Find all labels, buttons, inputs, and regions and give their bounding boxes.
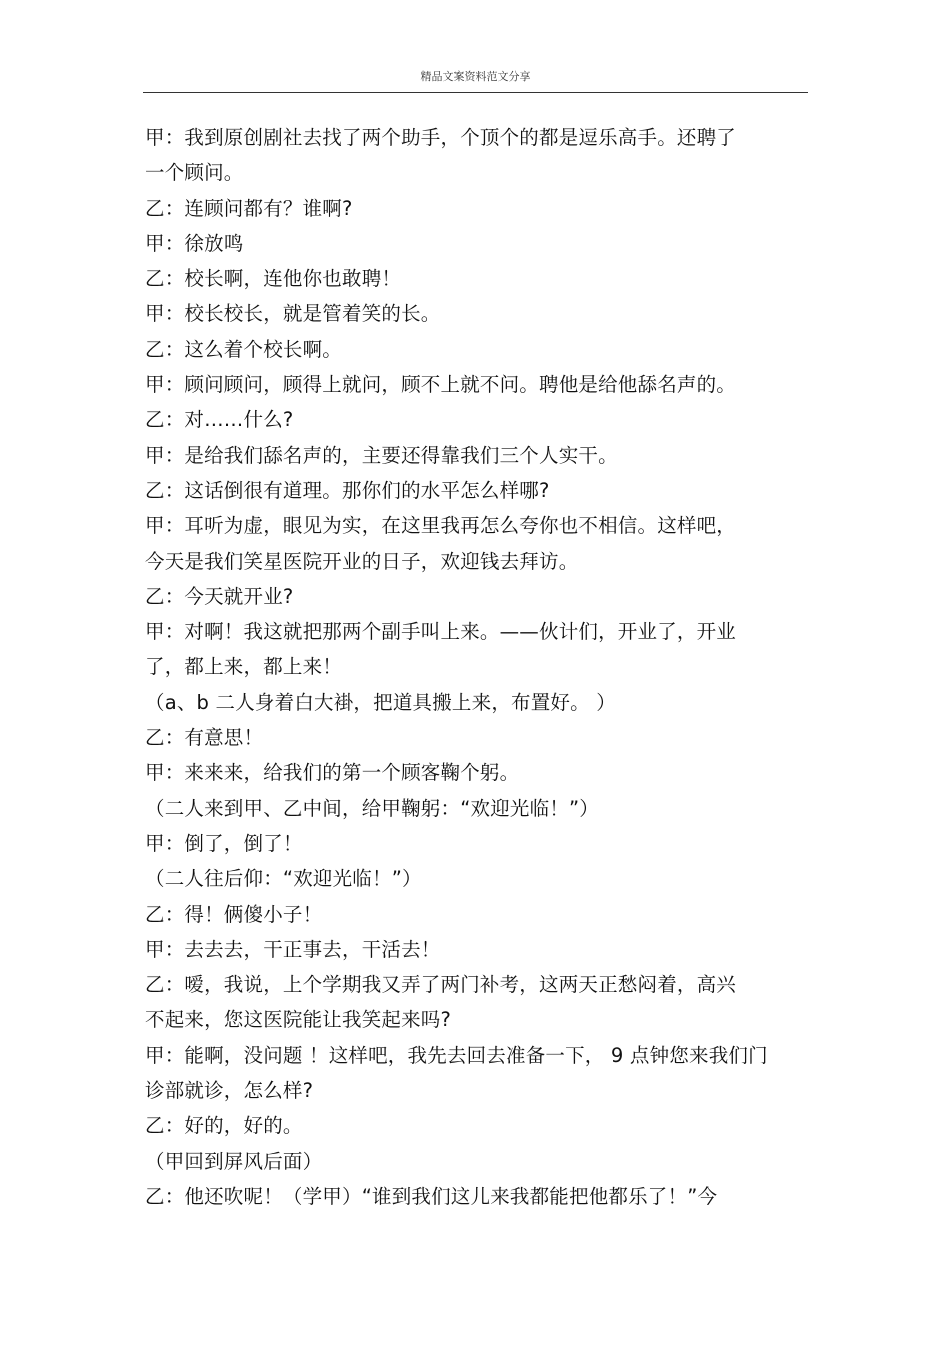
text-line: 甲：顾问顾问，顾得上就问，顾不上就不问。聘他是给他舔名声的。 [145,373,737,397]
text-line: 乙：对……什么? [145,408,294,432]
text-line: 甲：来来来，给我们的第一个顾客鞠个躬。 [145,761,520,785]
text-line: 乙：嗳，我说，上个学期我又弄了两门补考，这两天正愁闷着，高兴 [145,973,737,997]
page-header [143,66,808,93]
text-line: 不起来，您这医院能让我笑起来吗? [145,1008,452,1032]
text-line: 乙：得！俩傻小子！ [145,902,323,926]
text-line: 乙：这么着个校长啊。 [145,337,343,361]
text-line: 乙：有意思！ [145,726,264,750]
text-line: 甲：我到原创剧社去找了两个助手，个顶个的都是逗乐高手。还聘了 [145,126,737,149]
text-line: 甲：耳听为虚，眼见为实，在这里我再怎么夸你也不相信。这样吧， [145,514,737,538]
text-line: 甲：对啊！我这就把那两个副手叫上来。——伙计们，开业了，开业 [145,620,737,644]
text-line: （a、b 二人身着白大褂，把道具搬上来，布置好。 ） [145,690,616,714]
text-line: 甲：是给我们舔名声的，主要还得靠我们三个人实干。 [145,443,618,467]
document-body [145,120,825,1214]
text-line: 乙：这话倒很有道理。那你们的水平怎么样哪? [145,478,550,502]
text-line: （二人往后仰：“欢迎光临！”） [145,867,422,891]
text-line: 甲：校长校长，就是管着笑的长。 [145,302,441,326]
text-line: （甲回到屏风后面） [145,1149,323,1173]
text-line: 乙：连顾问都有？谁啊? [145,196,353,220]
text-line: 乙：校长啊，连他你也敢聘！ [145,267,402,291]
text-line: 一个顾问。 [145,161,244,185]
text-line: 乙：好的，好的。 [145,1114,303,1138]
text-line: 甲：倒了，倒了！ [145,831,303,855]
text-line: 乙：他还吹呢！（学甲）“谁到我们这儿来我都能把他都乐了！”今 [145,1184,718,1208]
text-line: 今天是我们笑星医院开业的日子，欢迎钱去拜访。 [145,549,579,573]
text-line: （二人来到甲、乙中间，给甲鞠躬：“欢迎光临！”） [145,796,600,820]
page-header-text: 精品文案资料范文分享 [420,70,531,83]
text-line: 甲：去去去，干正事去，干活去！ [145,937,441,961]
text-line: 了，都上来，都上来！ [145,655,343,679]
text-line: 甲：能啊，没问题 ！这样吧，我先去回去准备一下， 9 点钟您来我们门 [145,1043,768,1067]
text-line: 乙：今天就开业? [145,584,294,608]
text-line: 诊部就诊，怎么样? [145,1079,314,1103]
text-line: 甲：徐放鸣 [145,231,244,255]
